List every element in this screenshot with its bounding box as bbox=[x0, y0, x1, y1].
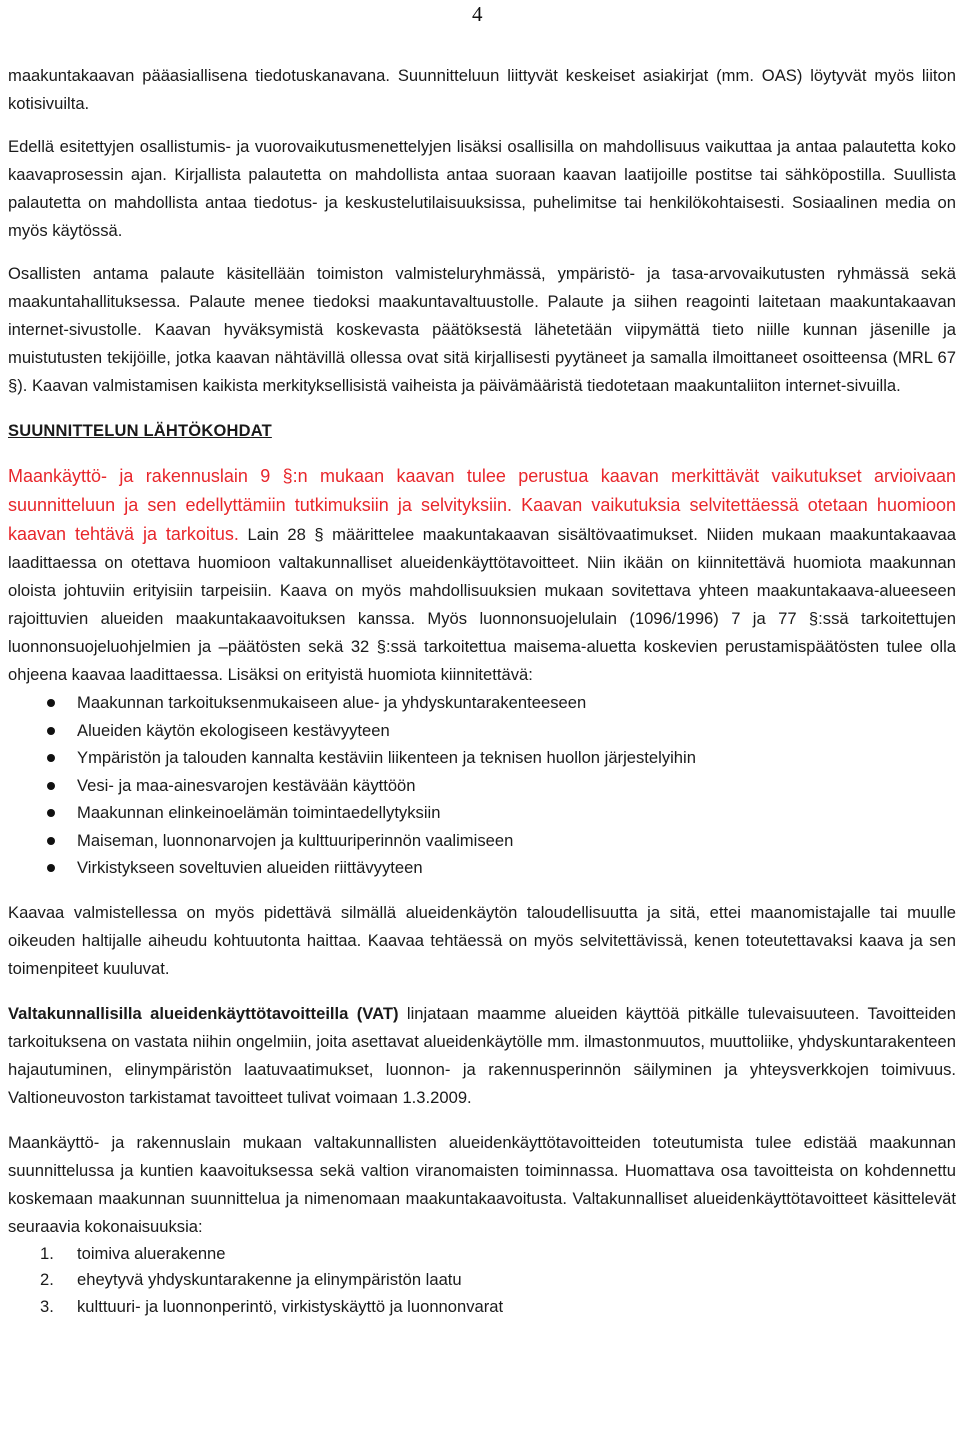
attention-list bbox=[8, 689, 956, 882]
list-item bbox=[8, 689, 956, 717]
vat-text: linjataan maamme alueiden käyttöä pitkälle tulevaisuuteen. Tavoitteiden tarkoituksena on vastata niihin ongelmiin, joita asettavat alueidenkäytölle mm. ilmastonmuutos, muuttoliike, yhdyskuntarakenteen hajautuminen, elinympäristön laatuvaatimukset, luonnon- ja rakennusperinnön säilyminen ja yhteysverkkojen toimivuus. Valtioneuvoston tarkistamat tavoitteet tulivat voimaan 1.3.2009. bbox=[8, 1003, 957, 1107]
list-number: 2. bbox=[40, 1270, 54, 1289]
vat-topics-list bbox=[8, 1241, 956, 1321]
list-item-text: Ympäristön ja talouden kannalta kestäviin liikenteen ja teknisen huollon järjestelyihin bbox=[77, 748, 696, 767]
highlighted-legal-text: Maankäyttö- ja rakennuslain 9 §:n mukaan kaavan tulee perustua kaavan merkittävät vaikutukset arvioivaan suunnitteluun ja sen edellyttämiin tutkimuksiin ja selvityksiin. Kaavan vaikutuksia selvitettäessä otetaan huomioon kaavan tehtävä ja tarkoitus. bbox=[8, 466, 956, 544]
list-item-text: toimiva aluerakenne bbox=[77, 1243, 226, 1263]
paragraph-feedback-processing: Osallisten antama palaute käsitellään toimiston valmisteluryhmässä, ympäristö- ja tasa-arvovaikutusten ryhmässä sekä maakuntahallituksessa. Palaute menee tiedoksi maakuntavaltuustolle. Palaute ja siihen reagointi laitetaan maakuntakaavan internet-sivustolle. Kaavan hyväksymistä koskevasta päätöksestä lähetetään viipymättä tieto niille kunnan jäsenille ja muistutusten tekijöille, jotka kaavan nähtävillä ollessa ovat sitä kirjallisesti pyytäneet ja samalla ilmoittaneet osoitteensa (MRL 67 §). Kaavan valmistamisen kaikista merkityksellisistä vaiheista ja päivämääristä tiedotetaan maakuntaliiton internet-sivuilla. bbox=[8, 264, 956, 395]
list-item-text: Virkistykseen soveltuvien alueiden riittävyyteen bbox=[77, 858, 423, 877]
document-body bbox=[8, 62, 956, 1320]
legal-basis-text: Lain 28 § määrittelee maakuntakaavan sisältövaatimukset. Niiden mukaan maakuntakaavaa laadittaessa on otettava huomioon valtakunnalliset alueidenkäyttötavoitteet. Niin ikään on kiinnitettävä huomiota maakunnan oloista johtuviin erityisiin tarpeisiin. Kaava on myös mahdollisuuksien mukaan sovitettava yhteen maakuntakaava-alueeseen rajoittuvien alueiden maakuntakaavoituksen kanssa. Myös luonnonsuojelulain (1096/1996) 7 ja 77 §:ssä tarkoitettujen luonnonsuojeluohjelmien ja –päätösten sekä 32 §:ssä tarkoitettua maisema-aluetta koskevien perustamispäätösten tulee olla ohjeena kaavaa laadittaessa. Lisäksi on erityistä huomiota kiinnitettävä: bbox=[8, 525, 956, 684]
bullet-icon bbox=[47, 837, 55, 845]
bullet-icon bbox=[47, 754, 55, 762]
list-item bbox=[8, 744, 956, 772]
section-heading: SUUNNITTELUN LÄHTÖKOHDAT bbox=[8, 422, 272, 440]
list-item bbox=[8, 799, 956, 827]
paragraph-vat bbox=[8, 1000, 956, 1112]
list-item-text: Maakunnan tarkoituksenmukaiseen alue- ja yhdyskuntarakenteeseen bbox=[77, 693, 587, 712]
list-item-text: eheytyvä yhdyskuntarakenne ja elinympäristön laatu bbox=[77, 1270, 462, 1289]
list-item bbox=[8, 772, 956, 800]
page-number: 4 bbox=[472, 2, 483, 26]
list-item-text: Vesi- ja maa-ainesvarojen kestävään käyttöön bbox=[77, 775, 416, 795]
list-number: 3. bbox=[40, 1296, 54, 1316]
list-item-text: Maiseman, luonnonarvojen ja kulttuuriperinnön vaalimiseen bbox=[77, 830, 514, 850]
bullet-icon bbox=[47, 864, 55, 872]
list-item-text: Maakunnan elinkeinoelämän toimintaedellytyksiin bbox=[77, 803, 441, 822]
list-item-text: Alueiden käytön ekologiseen kestävyyteen bbox=[77, 720, 390, 740]
list-item bbox=[8, 854, 956, 882]
list-item bbox=[8, 1294, 956, 1321]
list-item bbox=[8, 1241, 956, 1268]
list-item bbox=[8, 717, 956, 745]
list-number: 1. bbox=[40, 1243, 54, 1263]
list-item bbox=[8, 827, 956, 855]
bullet-icon bbox=[47, 699, 55, 707]
paragraph-landowner: Kaavaa valmistellessa on myös pidettävä silmällä alueidenkäytön taloudellisuutta ja sitä, ettei maanomistajalle tai muulle oikeuden haltijalle aiheudu kohtuutonta haittaa. Kaavaa tehtäessä on myös selvitettävissä, kenen toteutettavaksi kaava ja sen toimenpiteet kuuluvat. bbox=[8, 902, 956, 978]
list-item-text: kulttuuri- ja luonnonperintö, virkistyskäyttö ja luonnonvarat bbox=[77, 1296, 504, 1316]
paragraph-feedback-channels: Edellä esitettyjen osallistumis- ja vuorovaikutusmenettelyjen lisäksi osallisilla on mahdollisuus vaikuttaa ja antaa palautetta koko kaavaprosessin ajan. Kirjallista palautetta on mahdollista antaa suoraan kaavan laatijoille postitse tai sähköpostilla. Suullista palautetta on mahdollista antaa tiedotus- ja keskustelutilaisuuksissa, puhelimitse tai henkilökohtaisesti. Sosiaalinen media on myös käytössä. bbox=[8, 137, 956, 240]
list-item bbox=[8, 1267, 956, 1294]
paragraph-legal-basis bbox=[8, 462, 956, 689]
vat-term: Valtakunnallisilla alueidenkäyttötavoitteilla (VAT) bbox=[8, 1003, 399, 1023]
paragraph-oas-info: maakuntakaavan pääasiallisena tiedotuskanavana. Suunnitteluun liittyvät keskeiset asiakirjat (mm. OAS) löytyvät myös liiton kotisivuilta. bbox=[8, 66, 956, 113]
bullet-icon bbox=[47, 727, 55, 735]
paragraph-vat-implementation: Maankäyttö- ja rakennuslain mukaan valtakunnallisten alueidenkäyttötavoitteiden toteutumista tulee edistää maakunnan suunnittelussa ja kuntien kaavoituksessa sekä valtion viranomaisten toiminnassa. Huomattava osa tavoitteista on kohdennettu koskemaan maakunnan suunnittelua ja nimenomaan maakuntakaavoitusta. Valtakunnalliset alueidenkäyttötavoitteet käsittelevät seuraavia kokonaisuuksia: bbox=[8, 1132, 956, 1236]
bullet-icon bbox=[47, 782, 55, 790]
bullet-icon bbox=[47, 809, 55, 817]
